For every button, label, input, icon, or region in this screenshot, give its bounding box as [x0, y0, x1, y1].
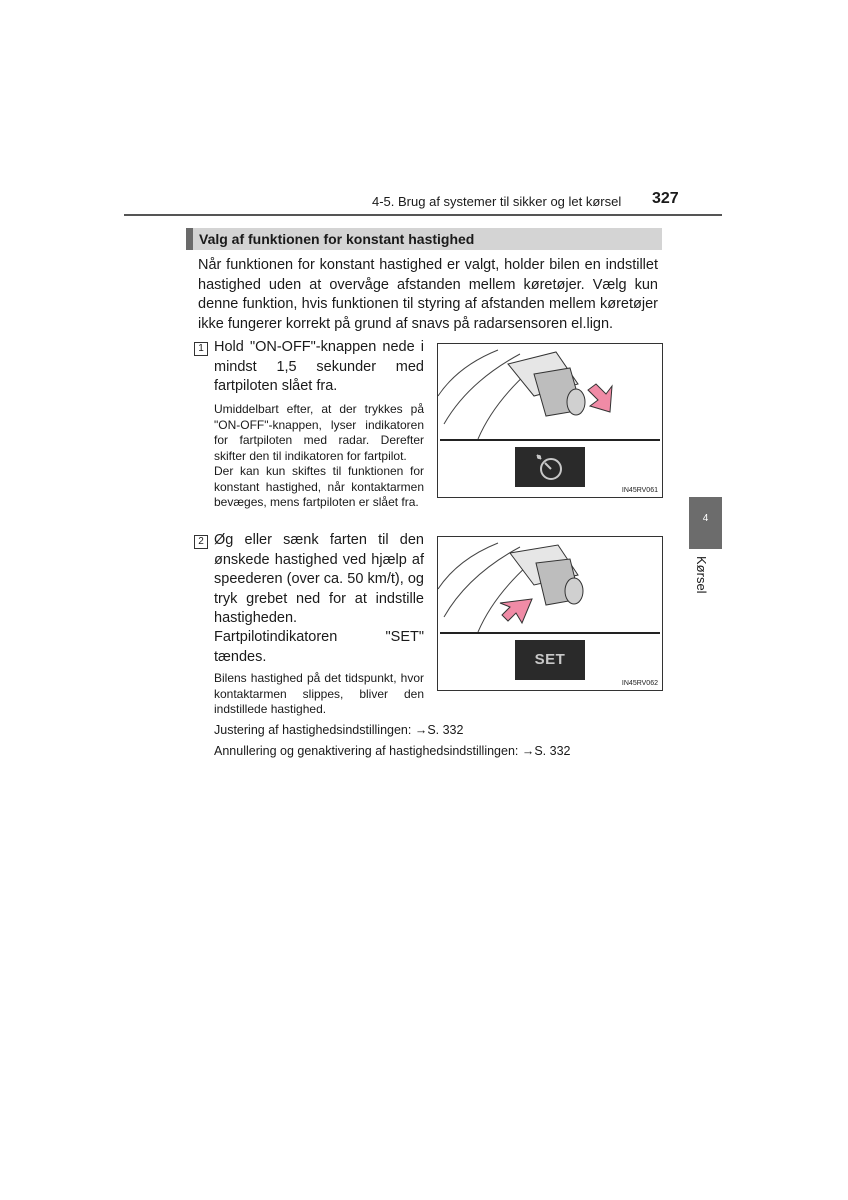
chapter-tab: [689, 497, 722, 549]
chapter-number: 4: [702, 513, 709, 524]
section-title: Valg af funktionen for konstant hastighed: [199, 231, 475, 247]
instrument-display: [515, 640, 585, 680]
instrument-display: [515, 447, 585, 487]
step-2-note: Bilens hastighed på det tidspunkt, hvor kontaktarmen slippes, bliver den indstillede hastighed.: [214, 671, 424, 716]
intro-paragraph: Når funktionen for konstant hastighed er valgt, holder bilen en indstillet hastighed uden at overvåge afstanden mellem køretøjer. Vælg kun denne funktion, hvis funktionen til styring af afstanden mellem køretøjer ikke fungerer korrekt på grund af snavs på radarsensoren el.lign.: [198, 257, 658, 332]
figure-id: IN45RV061: [621, 487, 658, 494]
step-2-text: Øg eller sænk farten til den ønskede hastighed ved hjælp af speederen (over ca. 50 km/t), og tryk grebet ned for at indstille hastigheden.: [214, 532, 424, 626]
step-1-note-2: Der kan kun skiftes til funktionen for konstant hastighed, når kontaktarmen bevæges, mens fartpiloten er slået fra.: [214, 464, 424, 509]
figure-on-off-button: [437, 343, 663, 498]
steering-lever-down-illustration: [438, 537, 662, 632]
step-1-text: Hold "ON-OFF"-knappen nede i mindst 1,5 sekunder med fartpiloten slået fra.: [214, 339, 424, 394]
cruise-control-indicator-icon: [515, 447, 585, 487]
step-2-text-2: Fartpilotindikatoren "SET" tændes.: [214, 629, 424, 665]
step-1-number: 1: [194, 342, 208, 356]
section-heading-bar: [186, 228, 662, 250]
figure-id: IN45RV062: [621, 680, 658, 687]
header-divider: [124, 214, 722, 216]
figure-divider: [440, 439, 660, 441]
reference-line-1: Justering af hastighedsindstillingen: →S. 332: [214, 723, 464, 737]
step-2-number: 2: [194, 535, 208, 549]
header-section-title: 4-5. Brug af systemer til sikker og let kørsel: [372, 194, 622, 209]
reference-line-2: Annullering og genaktivering af hastighedsindstillingen: →S. 332: [214, 744, 571, 758]
step-1-note: Umiddelbart efter, at der trykkes på "ON-OFF"-knappen, lyser indikatoren for fartpiloten med radar. Derefter skifter den til indikatoren for fartpilot.: [214, 402, 424, 463]
figure-set-lever: [437, 536, 663, 691]
set-indicator-text: SET: [534, 651, 566, 668]
chapter-label: Kørsel: [694, 556, 709, 594]
steering-lever-illustration: [438, 344, 662, 439]
figure-divider: [440, 632, 660, 634]
page-number: 327: [652, 190, 679, 207]
